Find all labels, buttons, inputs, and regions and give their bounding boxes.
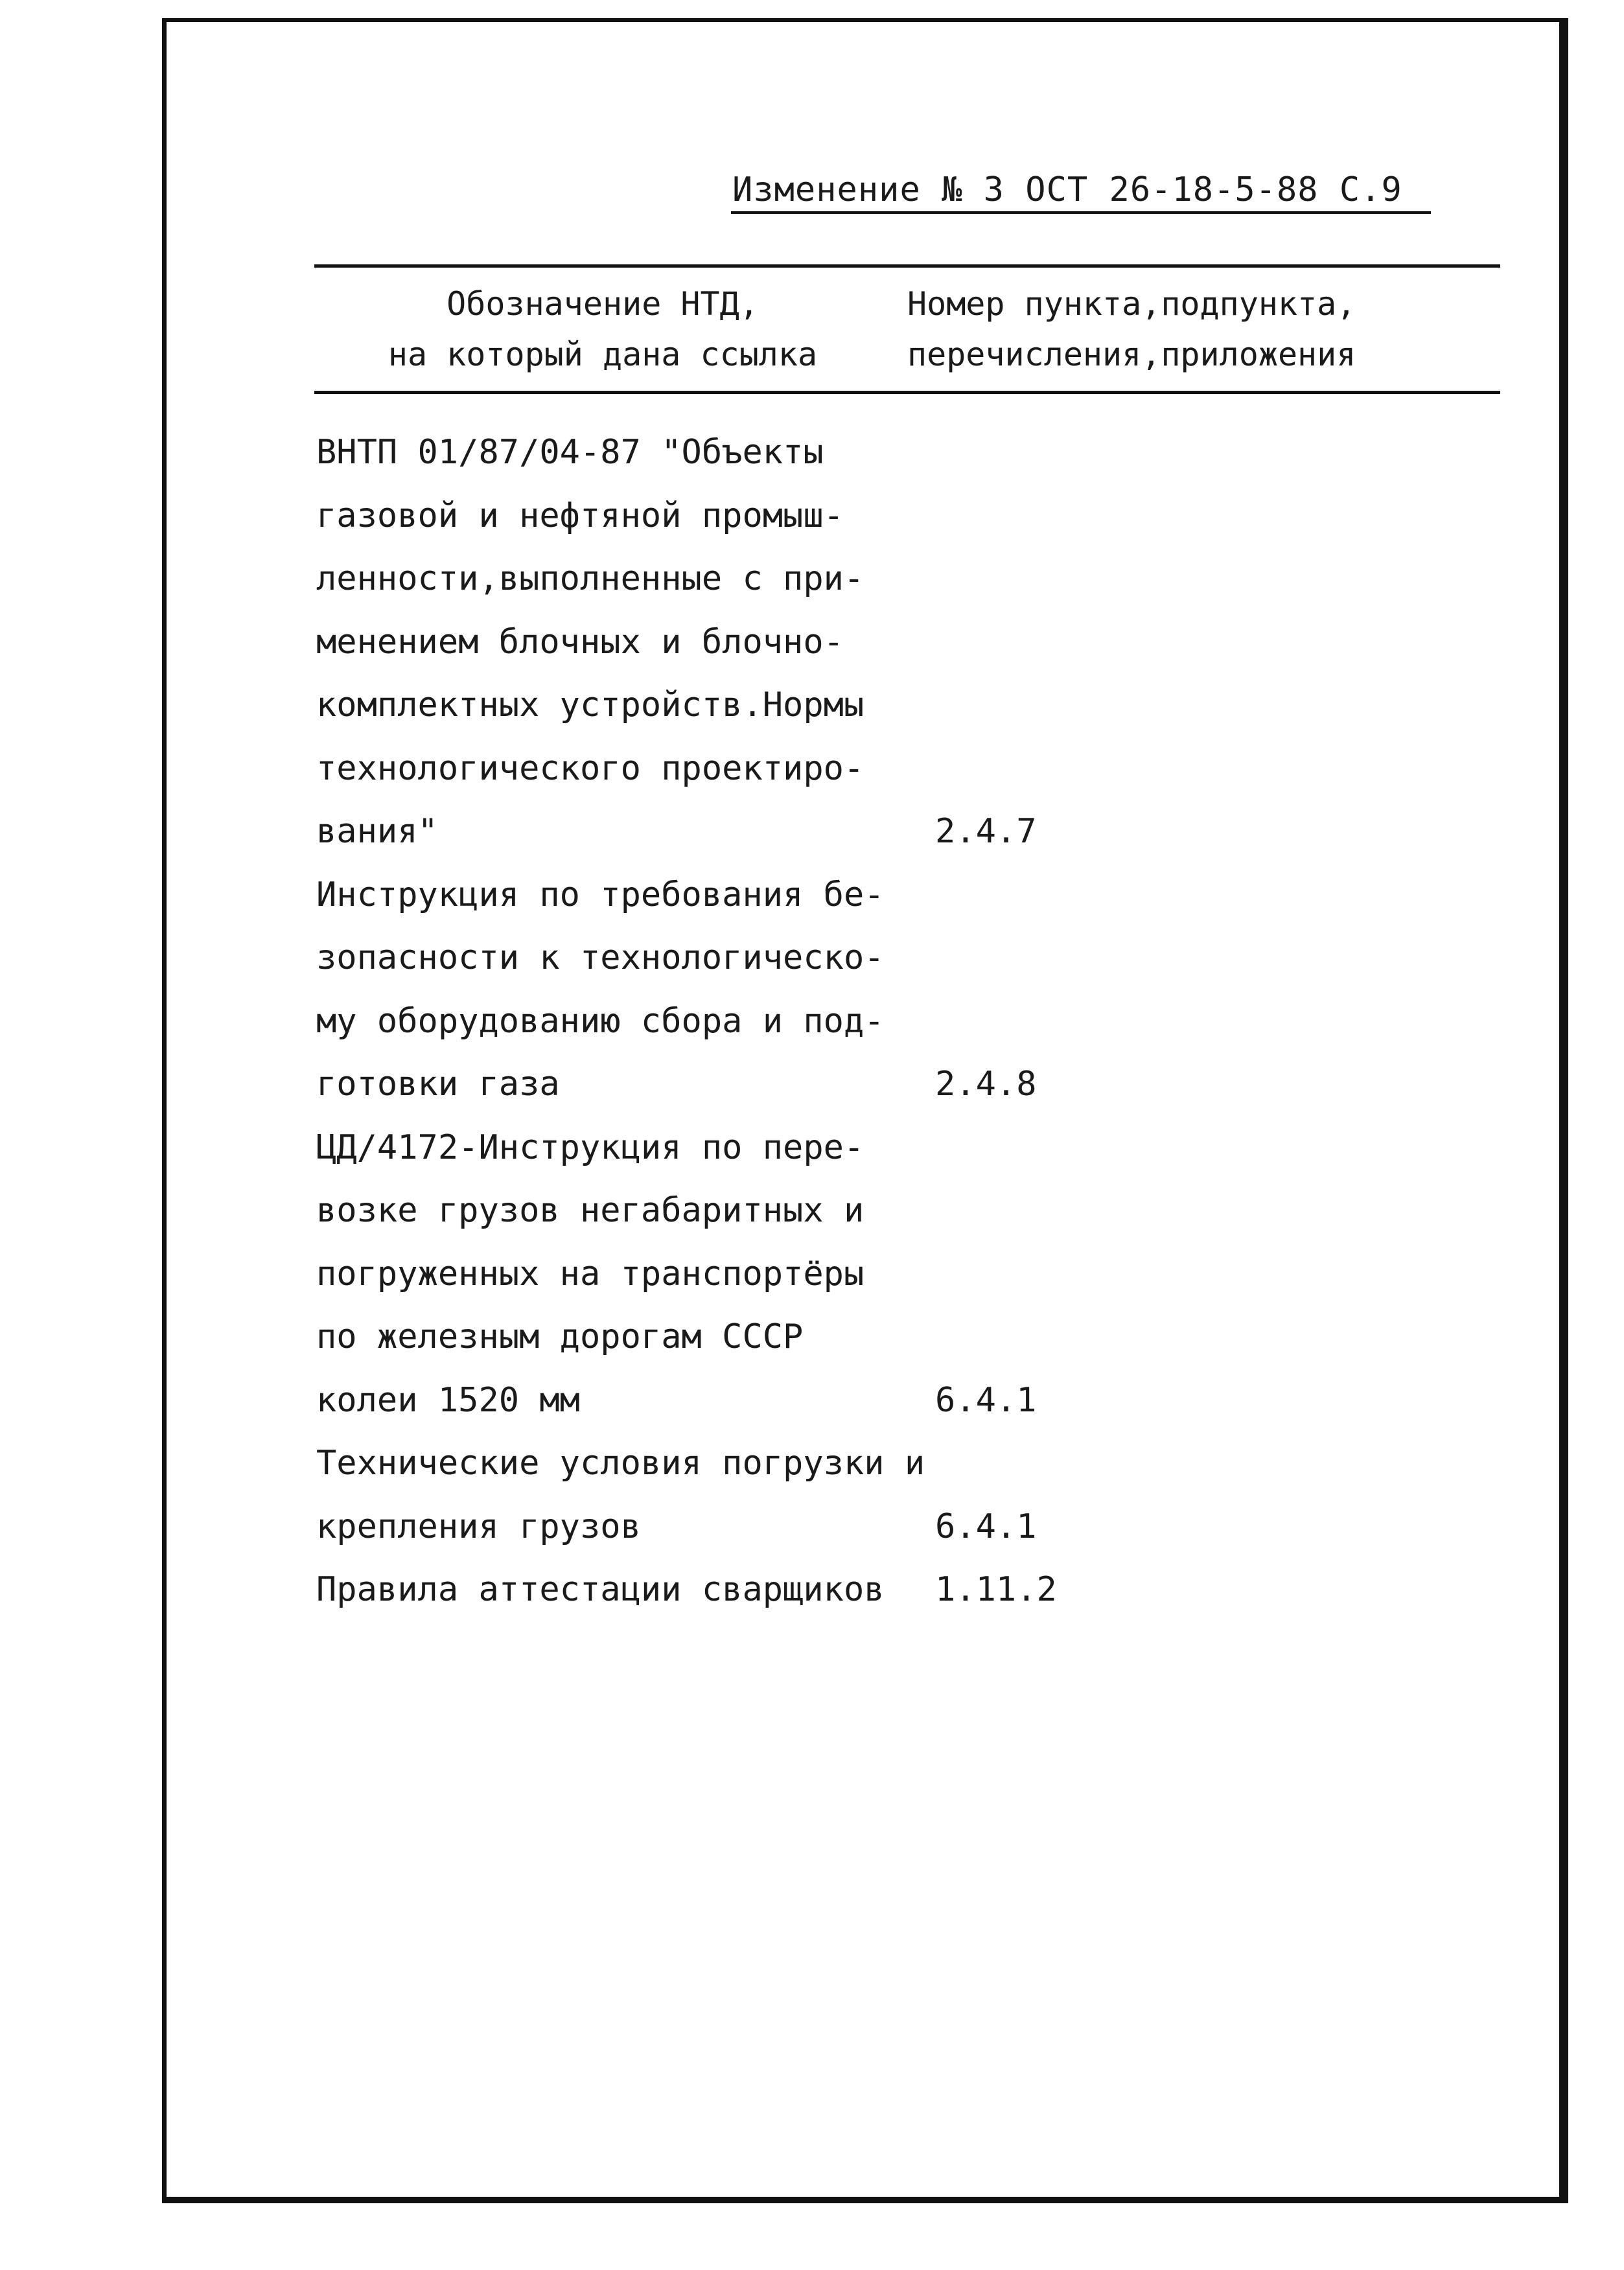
table-row [316,674,1483,737]
row-designation: ВНТП 01/87/04-87 "Объекты [316,433,824,472]
row-clause-number [935,485,1389,548]
row-designation: Инструкция по требования бе- [316,875,885,914]
table-row [316,1306,1483,1369]
row-designation: по железным дорогам СССР [316,1317,804,1356]
row-clause-number: 2.4.7 [935,812,1037,851]
row-designation: Технические условия погрузки и [316,1444,925,1483]
table-row [316,1243,1483,1306]
row-clause-number [935,674,1389,737]
column-header-designation-line1: Обозначение НТД, [447,285,759,323]
row-designation: зопасности к технологическо- [316,938,885,977]
row-clause-number [935,1306,1389,1369]
row-clause-number [935,1243,1389,1306]
row-designation: готовки газа [316,1065,560,1104]
column-header-designation-line2: на который дана ссылка [388,336,818,373]
document-header: Изменение № 3 ОСТ 26-18-5-88 С.9 [732,170,1402,209]
table-row [316,737,1483,801]
table-row [316,800,1483,864]
table-row [316,1432,1483,1496]
column-header-designation [337,279,868,380]
row-clause-number: 6.4.1 [935,1380,1037,1420]
header-underline [731,211,1431,214]
row-designation: колеи 1520 мм [316,1380,580,1420]
row-clause-number [935,1432,1389,1496]
row-designation: технологического проектиро- [316,748,864,788]
row-designation: газовой и нефтяной промыш- [316,496,844,535]
reference-table-body [316,421,1483,1622]
row-designation: менением блочных и блочно- [316,622,844,662]
row-designation: вания" [316,812,438,851]
table-top-rule [314,264,1500,268]
row-clause-number: 2.4.8 [935,1065,1037,1104]
row-clause-number: 6.4.1 [935,1507,1037,1546]
table-row [316,990,1483,1054]
table-row [316,611,1483,675]
column-header-clause-number [907,279,1426,380]
row-designation: погруженных на транспортёры [316,1254,864,1293]
column-header-clause-line2: перечисления,приложения [907,336,1356,373]
row-designation: комплектных устройств.Нормы [316,686,864,724]
table-row [316,1179,1483,1243]
row-clause-number [935,737,1389,801]
row-clause-number [935,1117,1389,1180]
table-row [316,421,1483,485]
row-clause-number [935,421,1389,485]
row-designation: му оборудованию сбора и под- [316,1001,885,1041]
row-designation: ленности,выполненные с при- [316,559,864,598]
table-row [316,485,1483,548]
table-row [316,1369,1483,1433]
row-clause-number [935,611,1389,675]
table-row [316,1558,1483,1622]
row-designation: ЦД/4172-Инструкция по пере- [316,1128,864,1167]
row-clause-number [935,1179,1389,1243]
row-clause-number [935,548,1389,611]
row-designation: возке грузов негабаритных и [316,1191,864,1230]
table-row [316,927,1483,990]
row-clause-number [935,864,1389,927]
table-row [316,548,1483,611]
table-row [316,1496,1483,1559]
table-header-rule [314,391,1500,394]
row-designation: Правила аттестации сварщиков [316,1570,885,1609]
table-row [316,1117,1483,1180]
table-row [316,1053,1483,1117]
row-clause-number [935,990,1389,1054]
column-header-clause-line1: Номер пункта,подпункта, [907,285,1356,323]
row-designation: крепления грузов [316,1507,641,1546]
row-clause-number [935,927,1389,990]
table-row [316,864,1483,927]
row-clause-number: 1.11.2 [935,1570,1057,1609]
